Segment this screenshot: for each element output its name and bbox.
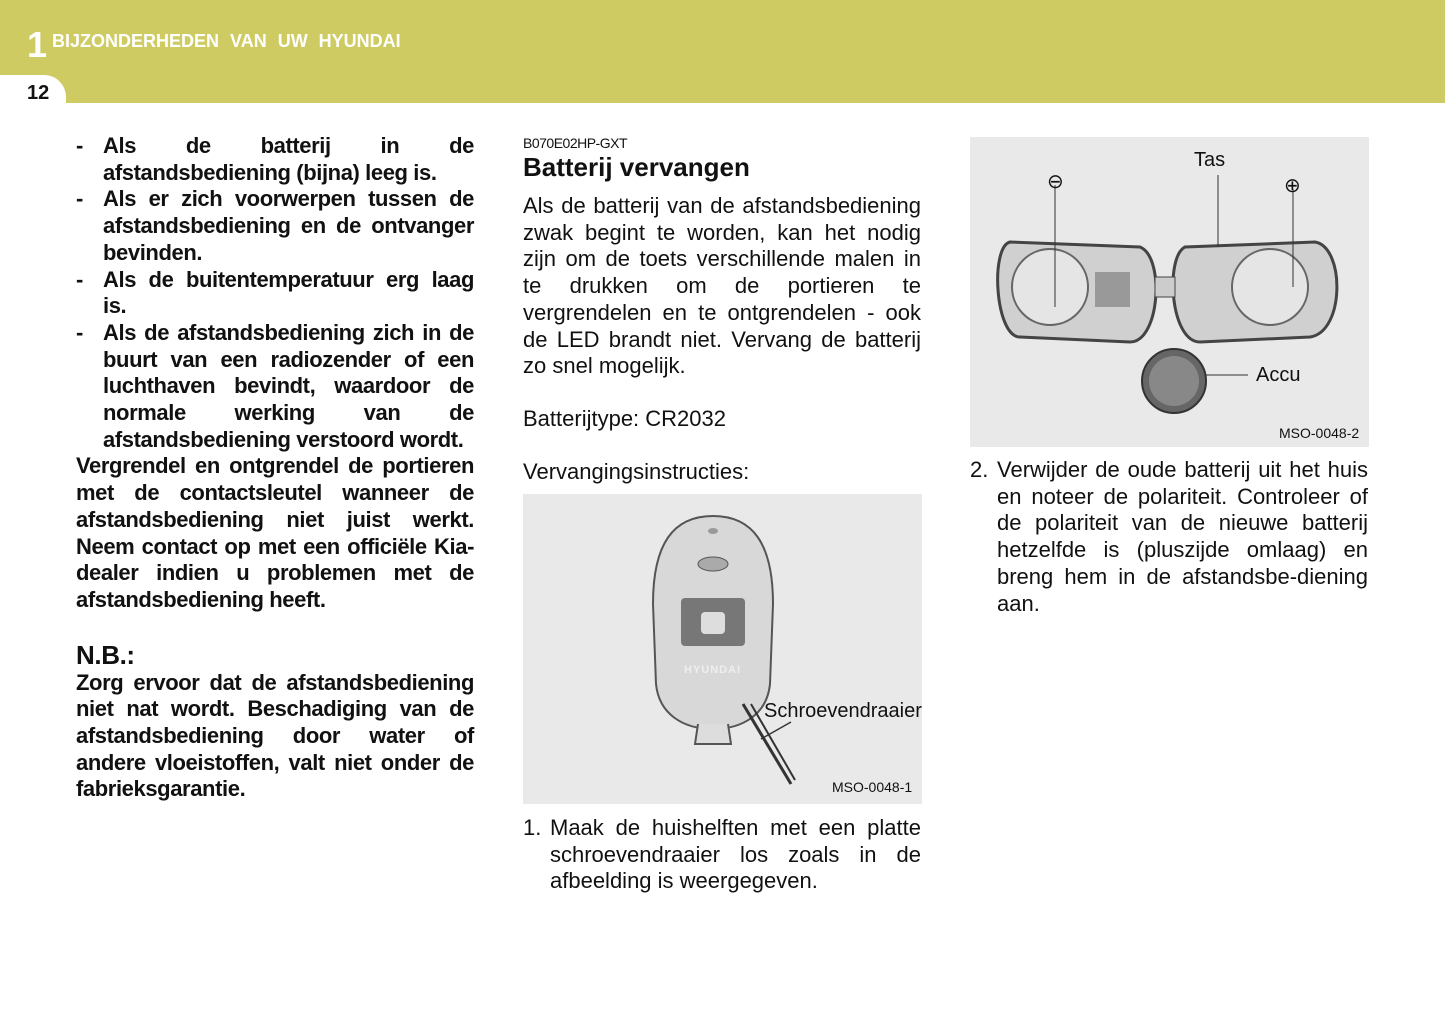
figure-label-battery: Accu: [1256, 364, 1301, 386]
open-remote-illustration: [970, 137, 1369, 447]
remote-key-illustration: [523, 494, 922, 804]
chapter-title: BIJZONDERHEDEN VAN UW HYUNDAI: [52, 31, 401, 51]
list-item: - Als de afstandsbediening zich in de buurt van een radiozender of een luchthaven bevindt, waardoor de normale werking van de afstandsbediening verstoord wordt.: [76, 319, 474, 452]
figure-label-screwdriver: Schroevendraaier: [764, 700, 922, 722]
figure-remote-screwdriver: [523, 494, 922, 804]
intro-paragraph: Als de batterij van de afstandsbediening zwak begint te worden, kan het nodig zijn om de toets verschillende malen in te drukken om de portieren te vergrendelen en te ontgrendelen - ook de LED brandt niet. Vervang de batterij zo snel mogelijk.: [523, 193, 921, 379]
section-code: B070E02HP-GXT: [523, 135, 627, 151]
nb-title: N.B.:: [76, 639, 135, 670]
list-item: - Als er zich voorwerpen tussen de afstandsbediening en de ontvanger bevinden.: [76, 186, 474, 265]
figure-open-remote: [970, 137, 1369, 447]
minus-icon: ⊖: [1047, 171, 1064, 193]
page-number: 12: [27, 82, 50, 104]
figure-label-case: Tas: [1194, 149, 1226, 171]
section-title: Batterij vervangen: [523, 152, 750, 182]
figure-code: MSO-0048-2: [1279, 425, 1360, 441]
step-2: 2. Verwijder de oude batterij uit het huis en noteer de polariteit. Controleer of de polariteit van de nieuwe batterij hetzelfde is (pluszijde omlaag) en breng hem in de afstandsbe-diening aan.: [970, 457, 1368, 616]
step-1: 1. Maak de huishelften met een platte schroevendraaier los zoals in de afbeelding is weergegeven.: [523, 815, 921, 894]
instructions-label: Vervangingsinstructies:: [523, 458, 750, 484]
nb-text: Zorg ervoor dat de afstandsbediening niet nat wordt. Beschadiging van de afstandsbediening door water of andere vloeistoffen, valt niet onder de fabrieksgarantie.: [76, 669, 474, 802]
chapter-number: 1: [27, 24, 48, 65]
brand-logo: HYUNDAI: [684, 664, 742, 676]
battery-type: Batterijtype: CR2032: [523, 405, 726, 431]
list-item: - Als de buitentemperatuur erg laag is.: [76, 266, 474, 319]
list-item: - Als de batterij in de afstandsbediening (bijna) leeg is.: [76, 133, 474, 185]
middle-column: [523, 133, 921, 485]
left-column: [76, 133, 474, 803]
malfunction-paragraph: Vergrendel en ontgrendel de portieren met de contactsleutel wanneer de afstandsbediening niet juist werkt. Neem contact op met een officiële Kia-dealer indien u problemen met de afstandsbediening heeft.: [76, 453, 474, 612]
figure-code: MSO-0048-1: [832, 779, 913, 795]
plus-icon: ⊕: [1284, 175, 1301, 197]
